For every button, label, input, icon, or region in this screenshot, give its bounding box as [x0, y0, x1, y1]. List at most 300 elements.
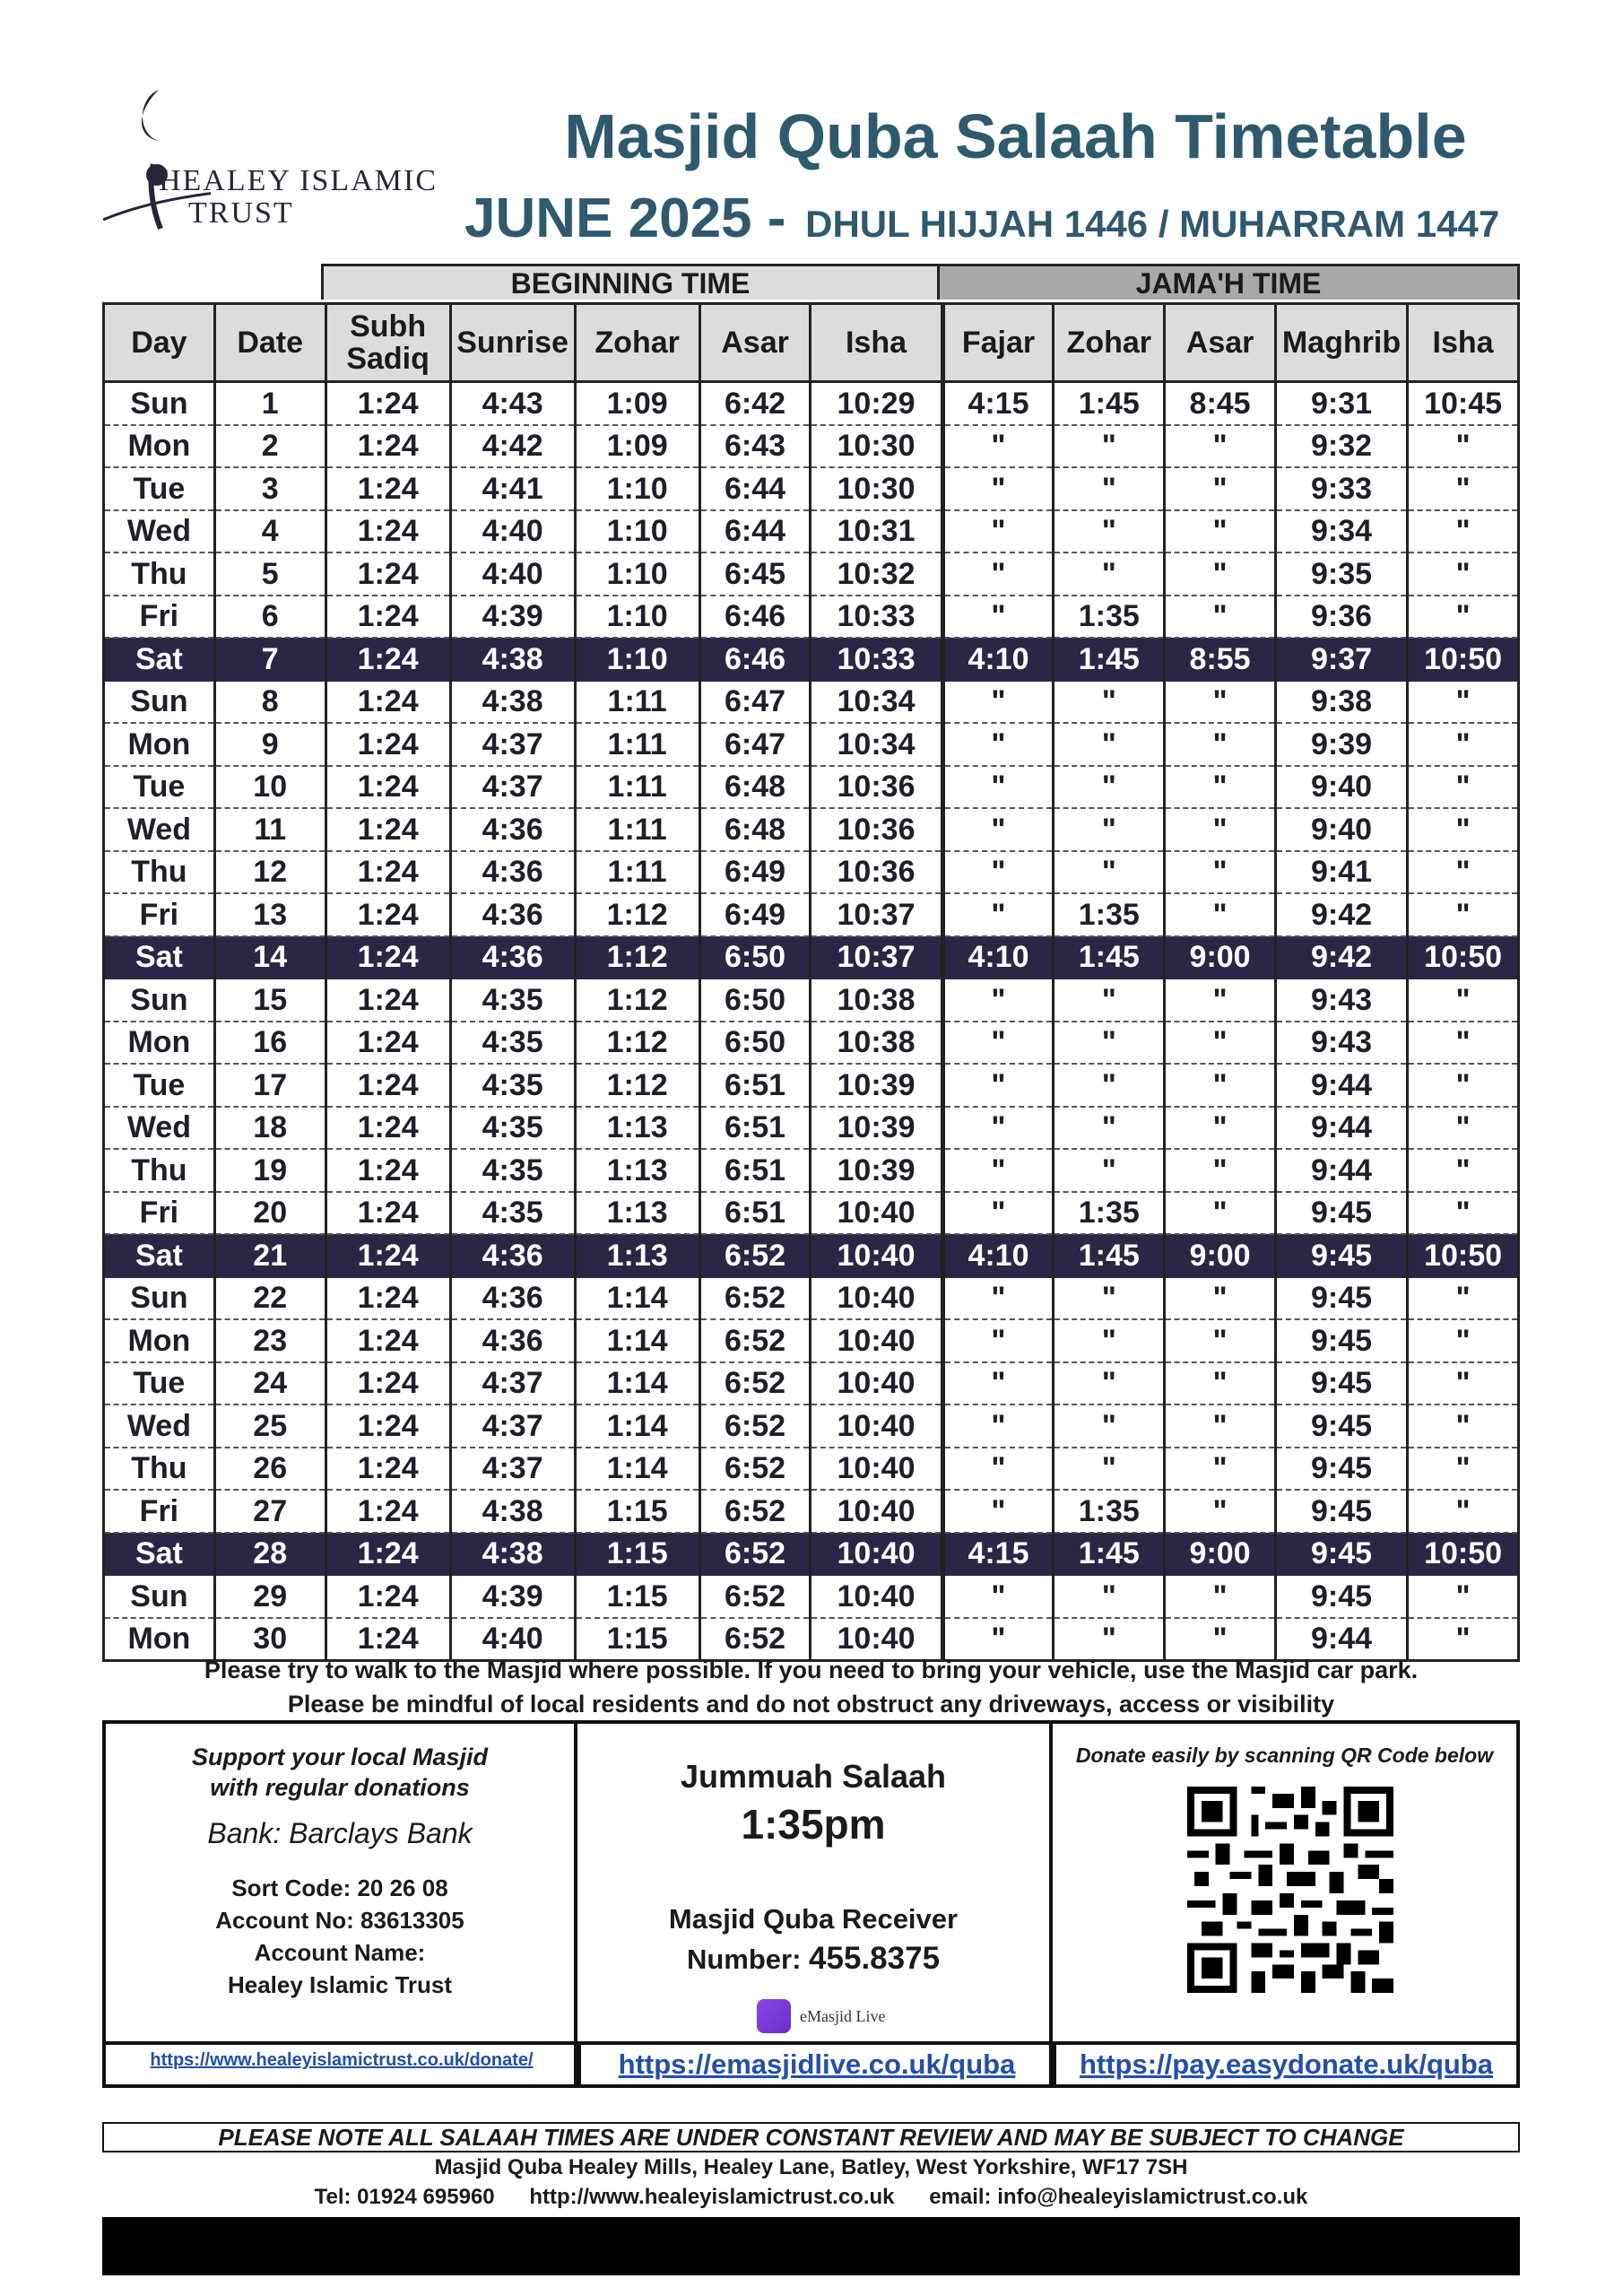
table-cell: 4:15 — [942, 1533, 1054, 1576]
table-cell: 10:50 — [1408, 1533, 1519, 1576]
donate-link[interactable]: https://www.healeyislamictrust.co.uk/donate/ — [150, 2050, 534, 2070]
table-cell: 1:15 — [575, 1533, 699, 1576]
table-cell: " — [1408, 1405, 1519, 1448]
table-cell: 10:34 — [811, 723, 942, 766]
table-cell: Mon — [104, 1319, 215, 1362]
website-link[interactable]: http://www.healeyislamictrust.co.uk — [529, 2185, 895, 2209]
table-cell: 4:38 — [450, 681, 575, 724]
table-cell: " — [1165, 723, 1276, 766]
table-cell: 6:52 — [699, 1319, 811, 1362]
column-header: Date — [214, 304, 325, 382]
table-cell: " — [1165, 808, 1276, 851]
table-body — [104, 382, 1519, 1661]
table-cell: " — [942, 766, 1054, 809]
account-name: Healey Islamic Trust — [227, 1971, 453, 1998]
table-cell: Sun — [104, 382, 215, 425]
table-cell: " — [1054, 1405, 1165, 1448]
logo-text-line2: TRUST — [188, 196, 294, 230]
table-row — [104, 1277, 1519, 1320]
table-cell: 1:13 — [575, 1149, 699, 1192]
table-cell: 10:36 — [811, 851, 942, 894]
group-beginning-time: BEGINNING TIME — [321, 264, 940, 300]
table-cell: 6:52 — [699, 1448, 811, 1491]
table-cell: 10:36 — [811, 766, 942, 809]
table-cell: 1:24 — [325, 1277, 450, 1320]
table-cell: 10:38 — [811, 978, 942, 1022]
table-cell: 9:40 — [1275, 766, 1407, 809]
table-cell: 9:45 — [1275, 1448, 1407, 1491]
table-cell: " — [1054, 723, 1165, 766]
table-cell: 10:30 — [811, 425, 942, 468]
table-cell: Tue — [104, 1064, 215, 1107]
table-cell: 9:44 — [1275, 1107, 1407, 1150]
column-header: Subh Sadiq — [325, 304, 450, 382]
table-cell: " — [1054, 467, 1165, 510]
contact-line — [102, 2185, 1520, 2210]
table-cell: 1:14 — [575, 1362, 699, 1405]
table-cell: " — [1054, 425, 1165, 468]
table-cell: 6:44 — [699, 467, 811, 510]
qr-donate-column — [1053, 1724, 1516, 2084]
table-cell: 9:44 — [1275, 1064, 1407, 1107]
table-cell: 1:24 — [325, 425, 450, 468]
table-cell: 6:51 — [699, 1064, 811, 1107]
logo-text-line1: HEALEY ISLAMIC — [159, 164, 438, 197]
table-cell: " — [1408, 1149, 1519, 1192]
table-cell: " — [1408, 1277, 1519, 1320]
table-cell: Tue — [104, 766, 215, 809]
table-cell: 4:38 — [450, 638, 575, 681]
table-cell: 10:39 — [811, 1107, 942, 1150]
table-cell: 1:12 — [575, 893, 699, 936]
table-cell: 1:12 — [575, 936, 699, 979]
table-cell: 3 — [214, 467, 325, 510]
table-cell: 1:24 — [325, 1022, 450, 1065]
table-cell: 1:24 — [325, 467, 450, 510]
table-cell: Mon — [104, 425, 215, 468]
table-cell: 4:36 — [450, 1277, 575, 1320]
table-cell: 1:45 — [1054, 936, 1165, 979]
table-cell: 10:37 — [811, 936, 942, 979]
table-cell: 1:45 — [1054, 382, 1165, 425]
table-cell: 10:40 — [811, 1533, 942, 1576]
table-cell: 6:49 — [699, 851, 811, 894]
table-cell: Sun — [104, 681, 215, 724]
table-cell: " — [942, 1192, 1054, 1235]
email-address[interactable]: email: info@healeyislamictrust.co.uk — [929, 2185, 1308, 2209]
table-cell: Wed — [104, 1405, 215, 1448]
table-cell: 12 — [214, 851, 325, 894]
emasjid-link[interactable]: https://emasjidlive.co.uk/quba — [618, 2048, 1016, 2080]
table-cell: " — [1054, 510, 1165, 553]
table-cell: " — [1054, 1107, 1165, 1150]
table-cell: 4:15 — [942, 382, 1054, 425]
table-cell: 9:00 — [1165, 936, 1276, 979]
table-row — [104, 596, 1519, 639]
receiver-number-line — [577, 1941, 1049, 1977]
table-cell: " — [1054, 1277, 1165, 1320]
trust-logo — [103, 85, 438, 238]
table-row — [104, 510, 1519, 553]
table-cell: 6:49 — [699, 893, 811, 936]
table-cell: 1:24 — [325, 1448, 450, 1491]
table-cell: " — [1054, 1575, 1165, 1618]
table-cell: " — [1165, 766, 1276, 809]
table-cell: 9:00 — [1165, 1234, 1276, 1277]
table-cell: " — [1165, 596, 1276, 639]
easydonate-link[interactable]: https://pay.easydonate.uk/quba — [1079, 2048, 1494, 2080]
table-header-row — [104, 304, 1519, 382]
table-row — [104, 1405, 1519, 1448]
table-cell: 10:40 — [811, 1277, 942, 1320]
table-cell: " — [1165, 893, 1276, 936]
table-cell: Fri — [104, 1192, 215, 1235]
table-cell: 1:13 — [575, 1107, 699, 1150]
table-cell: Tue — [104, 1362, 215, 1405]
table-cell: 1:14 — [575, 1405, 699, 1448]
jummuah-column — [577, 1724, 1053, 2084]
table-cell: 4:36 — [450, 1234, 575, 1277]
column-header: Maghrib — [1275, 304, 1407, 382]
table-cell: 10:50 — [1408, 638, 1519, 681]
table-cell: 10:40 — [811, 1319, 942, 1362]
table-cell: Fri — [104, 596, 215, 639]
table-cell: 6:47 — [699, 681, 811, 724]
table-cell: " — [1408, 1022, 1519, 1065]
table-cell: 9:44 — [1275, 1149, 1407, 1192]
table-cell: 9:42 — [1275, 893, 1407, 936]
table-cell: " — [942, 1575, 1054, 1618]
table-cell: 10:40 — [811, 1490, 942, 1533]
table-cell: 1:24 — [325, 1149, 450, 1192]
table-cell: 9:37 — [1275, 638, 1407, 681]
table-cell: 6 — [214, 596, 325, 639]
table-cell: 6:51 — [699, 1107, 811, 1150]
table-cell: 1:15 — [575, 1490, 699, 1533]
table-cell: " — [1054, 766, 1165, 809]
table-cell: 9:45 — [1275, 1575, 1407, 1618]
table-cell: Sun — [104, 978, 215, 1022]
table-cell: " — [1165, 1277, 1276, 1320]
column-header: Isha — [1408, 304, 1519, 382]
sort-code: Sort Code: 20 26 08 — [231, 1874, 448, 1901]
table-cell: 6:46 — [699, 596, 811, 639]
bank-name: Bank: Barclays Bank — [207, 1817, 473, 1849]
table-cell: " — [1165, 1575, 1276, 1618]
salaah-timetable — [102, 302, 1520, 1662]
table-cell: " — [942, 510, 1054, 553]
table-cell: 10:45 — [1408, 382, 1519, 425]
table-cell: " — [1165, 1022, 1276, 1065]
table-cell: " — [942, 1362, 1054, 1405]
table-row — [104, 936, 1519, 979]
table-cell: 1:11 — [575, 808, 699, 851]
column-header: Day — [104, 304, 215, 382]
table-cell: " — [1408, 681, 1519, 724]
table-cell: 4:35 — [450, 1022, 575, 1065]
table-cell: 6:52 — [699, 1618, 811, 1661]
table-cell: " — [1408, 1448, 1519, 1491]
table-cell: 6:52 — [699, 1533, 811, 1576]
gregorian-month: JUNE 2025 — [464, 187, 752, 249]
table-cell: " — [942, 1149, 1054, 1192]
table-cell: 6:50 — [699, 936, 811, 979]
table-cell: 6:51 — [699, 1192, 811, 1235]
table-cell: " — [1408, 596, 1519, 639]
jummuah-time: 1:35pm — [741, 1801, 886, 1848]
table-cell: " — [1165, 978, 1276, 1022]
table-row — [104, 1533, 1519, 1576]
table-cell: 10:31 — [811, 510, 942, 553]
table-cell: 1:11 — [575, 723, 699, 766]
table-cell: 6:52 — [699, 1405, 811, 1448]
table-cell: 1:24 — [325, 681, 450, 724]
table-cell: 6:42 — [699, 382, 811, 425]
table-cell: " — [1408, 425, 1519, 468]
table-cell: " — [1054, 552, 1165, 596]
donation-column — [106, 1724, 577, 2084]
table-row — [104, 425, 1519, 468]
table-cell: 17 — [214, 1064, 325, 1107]
table-cell: 7 — [214, 638, 325, 681]
table-cell: " — [942, 1618, 1054, 1661]
table-cell: 1:24 — [325, 1405, 450, 1448]
table-cell: 1:24 — [325, 723, 450, 766]
table-row — [104, 1618, 1519, 1661]
table-cell: " — [1408, 1064, 1519, 1107]
table-cell: 1:14 — [575, 1319, 699, 1362]
table-cell: 4:36 — [450, 851, 575, 894]
table-cell: 4:35 — [450, 1149, 575, 1192]
table-cell: " — [942, 1405, 1054, 1448]
table-cell: 1:35 — [1054, 596, 1165, 639]
table-cell: 6:50 — [699, 978, 811, 1022]
table-row — [104, 808, 1519, 851]
table-cell: 29 — [214, 1575, 325, 1618]
table-cell: " — [1165, 1192, 1276, 1235]
table-cell: 10:40 — [811, 1575, 942, 1618]
table-cell: 1:15 — [575, 1575, 699, 1618]
table-cell: Mon — [104, 1618, 215, 1661]
table-cell: 28 — [214, 1533, 325, 1576]
table-row — [104, 893, 1519, 936]
table-cell: 1:24 — [325, 552, 450, 596]
table-row — [104, 382, 1519, 425]
telephone: Tel: 01924 695960 — [314, 2185, 495, 2209]
table-cell: " — [942, 552, 1054, 596]
table-cell: 6:44 — [699, 510, 811, 553]
table-cell: 4:39 — [450, 1575, 575, 1618]
receiver-number-label: Number: — [686, 1944, 810, 1975]
table-cell: " — [1165, 552, 1276, 596]
table-cell: " — [1408, 1192, 1519, 1235]
table-cell: 4:41 — [450, 467, 575, 510]
table-cell: " — [1408, 808, 1519, 851]
column-header: Sunrise — [450, 304, 575, 382]
table-row — [104, 638, 1519, 681]
emasjid-app-name: eMasjid Live — [800, 2006, 886, 2025]
table-row — [104, 723, 1519, 766]
table-cell: " — [1165, 1319, 1276, 1362]
table-cell: 1:24 — [325, 510, 450, 553]
table-cell: 8:45 — [1165, 382, 1276, 425]
review-notice: PLEASE NOTE ALL SALAAH TIMES ARE UNDER CONSTANT REVIEW AND MAY BE SUBJECT TO CHANGE — [102, 2122, 1520, 2152]
table-cell: 9:45 — [1275, 1405, 1407, 1448]
qr-code-icon[interactable] — [1187, 1787, 1393, 1993]
table-row — [104, 552, 1519, 596]
table-cell: 4:38 — [450, 1490, 575, 1533]
masjid-address: Masjid Quba Healey Mills, Healey Lane, Batley, West Yorkshire, WF17 7SH — [434, 2155, 1188, 2179]
table-cell: 9:43 — [1275, 978, 1407, 1022]
table-cell: 22 — [214, 1277, 325, 1320]
table-cell: 1:24 — [325, 808, 450, 851]
table-cell: 1:11 — [575, 681, 699, 724]
table-cell: " — [1054, 681, 1165, 724]
table-cell: 9:45 — [1275, 1234, 1407, 1277]
table-cell: 6:50 — [699, 1022, 811, 1065]
table-cell: 1:45 — [1054, 1234, 1165, 1277]
table-cell: " — [1054, 851, 1165, 894]
table-row — [104, 1149, 1519, 1192]
table-cell: 1:35 — [1054, 1490, 1165, 1533]
table-cell: 4:35 — [450, 1064, 575, 1107]
table-cell: 1:11 — [575, 766, 699, 809]
table-cell: " — [1165, 510, 1276, 553]
table-cell: 23 — [214, 1319, 325, 1362]
table-cell: " — [1165, 1064, 1276, 1107]
table-cell: Fri — [104, 893, 215, 936]
hijri-months: DHUL HIJJAH 1446 / MUHARRAM 1447 — [805, 203, 1500, 245]
table-cell: Thu — [104, 1448, 215, 1491]
table-cell: 1:35 — [1054, 1192, 1165, 1235]
table-cell: " — [942, 723, 1054, 766]
table-cell: " — [1408, 510, 1519, 553]
table-row — [104, 1107, 1519, 1150]
table-row — [104, 1448, 1519, 1491]
table-cell: 4:39 — [450, 596, 575, 639]
table-cell: " — [1408, 851, 1519, 894]
emasjid-live-badge — [757, 1998, 885, 2034]
table-cell: " — [1165, 1362, 1276, 1405]
table-cell: " — [942, 1319, 1054, 1362]
jummuah-title: Jummuah Salaah — [680, 1758, 947, 1795]
table-cell: " — [942, 1064, 1054, 1107]
table-cell: 4 — [214, 510, 325, 553]
table-cell: 4:37 — [450, 766, 575, 809]
table-row — [104, 1022, 1519, 1065]
table-cell: " — [1408, 1362, 1519, 1405]
table-cell: 6:52 — [699, 1277, 811, 1320]
table-cell: 6:52 — [699, 1490, 811, 1533]
table-cell: 10:50 — [1408, 936, 1519, 979]
parking-note-line2: Please be mindful of local residents and do not obstruct any driveways, access or visibility — [287, 1691, 1335, 1718]
subtitle-separator: - — [751, 187, 802, 249]
table-cell: 1:45 — [1054, 638, 1165, 681]
page-title: Masjid Quba Salaah Timetable — [564, 101, 1467, 171]
table-row — [104, 681, 1519, 724]
links-strip — [106, 2041, 1516, 2084]
table-cell: Tue — [104, 467, 215, 510]
table-cell: " — [1054, 1149, 1165, 1192]
table-cell: Sat — [104, 936, 215, 979]
table-cell: 9:45 — [1275, 1277, 1407, 1320]
table-row — [104, 766, 1519, 809]
table-cell: " — [1408, 766, 1519, 809]
table-cell: " — [1408, 893, 1519, 936]
table-cell: 10 — [214, 766, 325, 809]
table-cell: 1:09 — [575, 425, 699, 468]
table-cell: 1:24 — [325, 382, 450, 425]
table-cell: 4:38 — [450, 1533, 575, 1576]
table-cell: 10:39 — [811, 1064, 942, 1107]
table-cell: 10:37 — [811, 893, 942, 936]
table-cell: 1:24 — [325, 893, 450, 936]
table-cell: " — [1054, 1064, 1165, 1107]
table-cell: 1:10 — [575, 467, 699, 510]
table-cell: 1:24 — [325, 1319, 450, 1362]
info-box — [102, 1720, 1520, 2088]
table-row — [104, 1064, 1519, 1107]
table-cell: " — [1408, 1618, 1519, 1661]
table-cell: 10:40 — [811, 1405, 942, 1448]
table-cell: 10:33 — [811, 638, 942, 681]
table-cell: 4:35 — [450, 1107, 575, 1150]
table-cell: 4:35 — [450, 978, 575, 1022]
table-cell: 6:45 — [699, 552, 811, 596]
table-cell: Wed — [104, 510, 215, 553]
table-cell: 4:37 — [450, 1362, 575, 1405]
table-cell: 10:39 — [811, 1149, 942, 1192]
table-cell: Thu — [104, 851, 215, 894]
table-cell: 10:40 — [811, 1234, 942, 1277]
table-cell: 9:45 — [1275, 1362, 1407, 1405]
table-cell: 9:38 — [1275, 681, 1407, 724]
table-cell: 13 — [214, 893, 325, 936]
table-cell: 4:43 — [450, 382, 575, 425]
table-cell: " — [1054, 1022, 1165, 1065]
table-cell: 10:36 — [811, 808, 942, 851]
table-cell: " — [942, 1490, 1054, 1533]
table-cell: " — [1054, 1362, 1165, 1405]
table-cell: 9:00 — [1165, 1533, 1276, 1576]
table-cell: 9:31 — [1275, 382, 1407, 425]
table-cell: 9:32 — [1275, 425, 1407, 468]
table-cell: 1:24 — [325, 1234, 450, 1277]
table-cell: 4:36 — [450, 808, 575, 851]
table-cell: 18 — [214, 1107, 325, 1150]
table-cell: " — [1408, 1490, 1519, 1533]
table-cell: 4:40 — [450, 1618, 575, 1661]
table-cell: " — [1408, 552, 1519, 596]
table-cell: 1:10 — [575, 638, 699, 681]
table-cell: 24 — [214, 1362, 325, 1405]
table-cell: Thu — [104, 552, 215, 596]
table-cell: 1:10 — [575, 596, 699, 639]
table-cell: 4:35 — [450, 1192, 575, 1235]
table-cell: Sun — [104, 1575, 215, 1618]
table-cell: " — [942, 1277, 1054, 1320]
table-row — [104, 1234, 1519, 1277]
table-row — [104, 851, 1519, 894]
table-cell: " — [1054, 1618, 1165, 1661]
table-cell: " — [942, 467, 1054, 510]
table-cell: " — [1165, 1618, 1276, 1661]
emasjid-logo-icon — [757, 1999, 791, 2033]
donation-heading-1: Support your local Masjid — [191, 1744, 489, 1770]
table-cell: 10:40 — [811, 1448, 942, 1491]
account-name-label: Account Name: — [254, 1939, 426, 1966]
table-cell: 1:09 — [575, 382, 699, 425]
